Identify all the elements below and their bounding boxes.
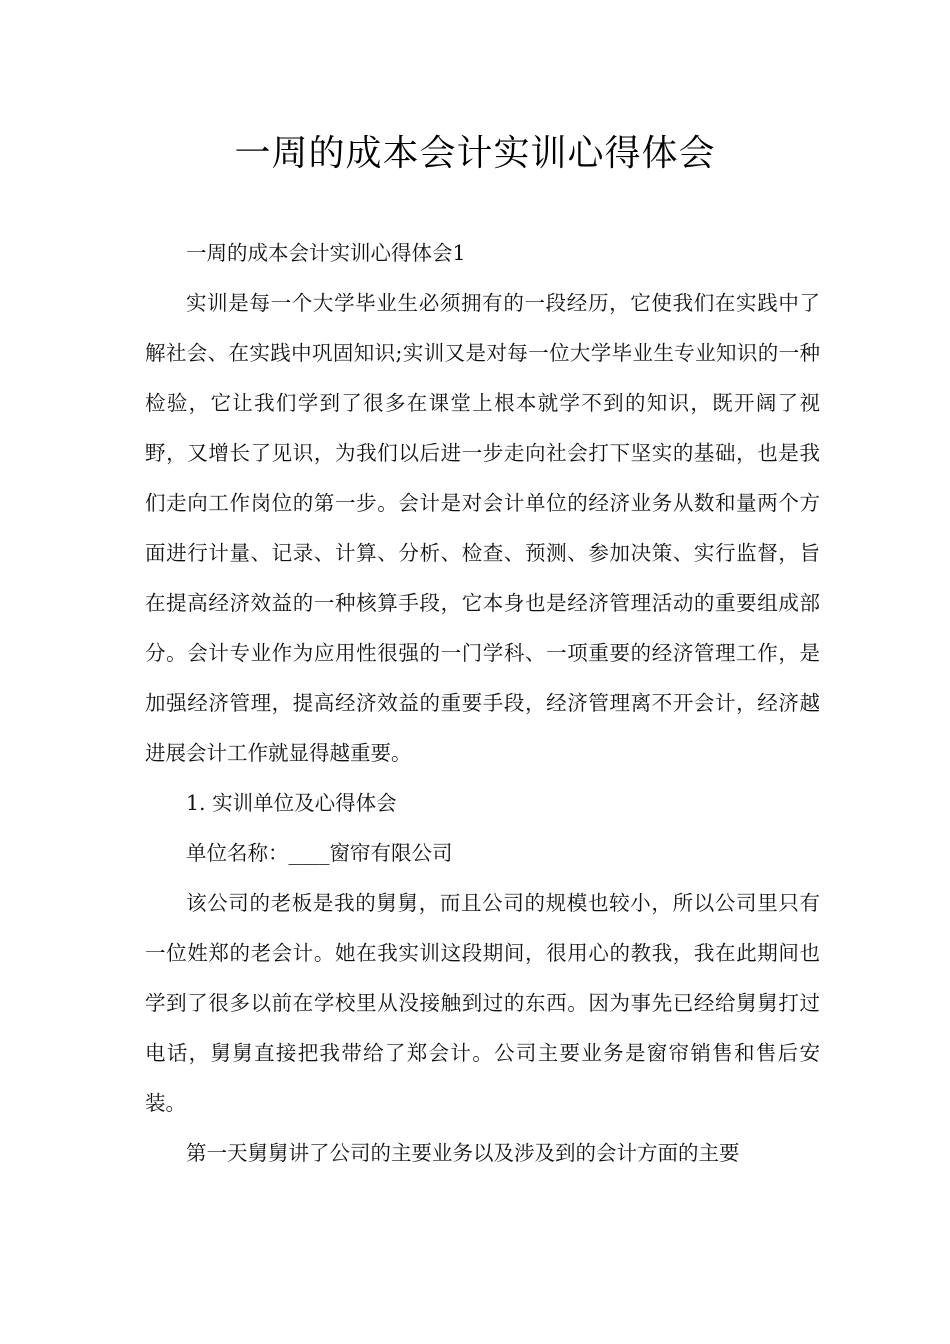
document-body <box>145 228 820 1178</box>
numbered-heading: 1. 实训单位及心得体会 <box>186 791 397 815</box>
section-heading: 一周的成本会计实训心得体会1 <box>186 241 466 265</box>
paragraph-company: 该公司的老板是我的舅舅，而且公司的规模也较小，所以公司里只有一位姓郑的老会计。她在我实训这段期间，很用心的教我，我在此期间也学到了很多以前在学校里从没接触到过的东西。因为事先已经给舅舅打过电话，舅舅直接把我带给了郑会计。公司主要业务是窗帘销售和售后安装。 <box>145 891 820 1115</box>
paragraph-first-day: 第一天舅舅讲了公司的主要业务以及涉及到的会计方面的主要 <box>186 1141 740 1165</box>
company-name-line: 单位名称：____窗帘有限公司 <box>186 841 453 865</box>
document-title: 一周的成本会计实训心得体会 <box>234 133 716 174</box>
paragraph-intro: 实训是每一个大学毕业生必须拥有的一段经历，它使我们在实践中了解社会、在实践中巩固知识;实训又是对每一位大学毕业生专业知识的一种检验，它让我们学到了很多在课堂上根本就学不到的知识，既开阔了视野，又增长了见识，为我们以后进一步走向社会打下坚实的基础，也是我们走向工作岗位的第一步。会计是对会计单位的经济业务从数和量两个方面进行计量、记录、计算、分析、检查、预测、参加决策、实行监督，旨在提高经济效益的一种核算手段，它本身也是经济管理活动的重要组成部分。会计专业作为应用性很强的一门学科、一项重要的经济管理工作，是加强经济管理，提高经济效益的重要手段，经济管理离不开会计，经济越进展会计工作就显得越重要。 <box>145 291 820 765</box>
